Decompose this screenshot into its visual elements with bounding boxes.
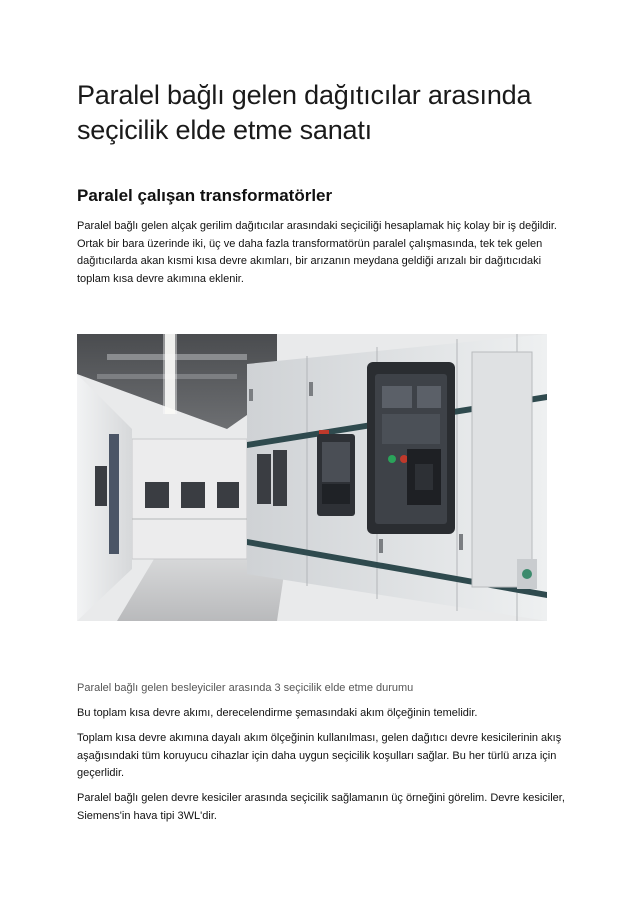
- page-title: Paralel bağlı gelen dağıtıcılar arasında seçicilik elde etme sanatı: [77, 80, 532, 145]
- switchgear-room-photo: [77, 334, 547, 621]
- paragraph-intro: Paralel bağlı gelen alçak gerilim dağıtıcılar arasındaki seçiciliği hesaplamak hiç kolay bir iş değildir. Ortak bir bara üzerinde iki, üç ve daha fazla transformatörün paralel çalışmasında, tek tek gelen dağıtıcılarda akan kısmi kısa devre akımları, bir arızanın meydana geldiği arızalı bir dağıtıcıdaki toplam kısa devre akımına eklenir.: [77, 220, 557, 285]
- image-caption: Paralel bağlı gelen besleyiciler arasında 3 seçicilik elde etme durumu: [77, 682, 414, 694]
- paragraph-current-scale: Toplam kısa devre akımına dayalı akım ölçeğinin kullanılması, gelen dağıtıcı devre kesicilerinin akış aşağısındaki tüm koruyucu cihazlar için daha uygun seçicilik koşulları sağlar. Bu her türlü arıza için geçerlidir.: [77, 732, 562, 779]
- paragraph-total-current: Bu toplam kısa devre akımı, derecelendirme şemasındaki akım ölçeğinin temelidir.: [77, 707, 478, 719]
- paragraph-examples: Paralel bağlı gelen devre kesiciler arasında seçicilik sağlamanın üç örneğini görelim. Devre kesiciler, Siemens'in hava tipi 3WL'dir.: [77, 792, 565, 822]
- section-heading: Paralel çalışan transformatörler: [77, 186, 333, 205]
